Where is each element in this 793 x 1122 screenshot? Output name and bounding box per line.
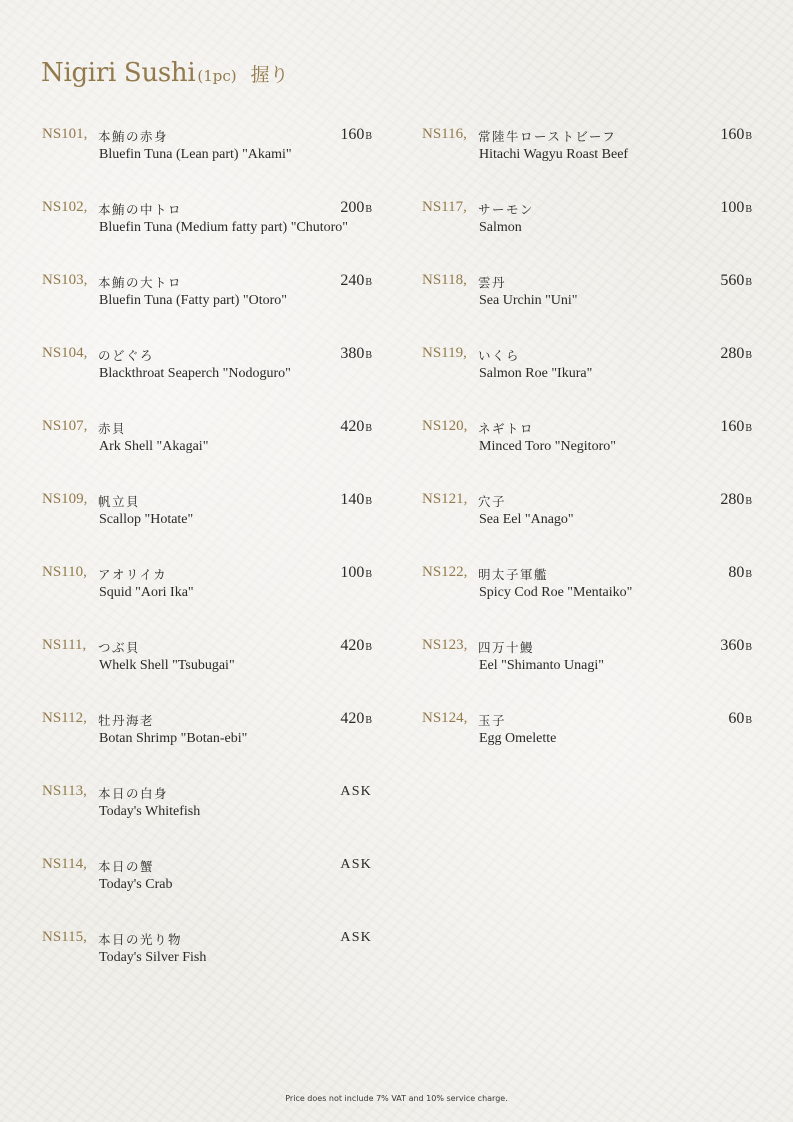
item-code: NS109, xyxy=(42,491,88,507)
item-name-english: Bluefin Tuna (Lean part) "Akami" xyxy=(99,147,292,162)
item-name-japanese: 本日の蟹 xyxy=(98,859,155,874)
menu-item xyxy=(422,564,752,637)
item-name-english: Minced Toro "Negitoro" xyxy=(479,439,616,454)
currency-symbol: B xyxy=(365,423,372,434)
menu-item xyxy=(422,272,752,345)
currency-symbol: B xyxy=(745,496,752,507)
title-japanese: 握り xyxy=(250,64,289,86)
item-code: NS110, xyxy=(42,564,87,580)
item-name-japanese: アオリイカ xyxy=(98,567,168,582)
menu-item xyxy=(422,710,752,783)
item-code: NS114, xyxy=(42,856,87,872)
menu-item xyxy=(422,491,752,564)
menu-column-right xyxy=(422,126,752,783)
menu-item xyxy=(422,637,752,710)
item-price xyxy=(728,564,752,582)
item-code: NS116, xyxy=(422,126,467,142)
currency-symbol: B xyxy=(745,204,752,215)
item-price xyxy=(720,272,752,290)
item-name-english: Bluefin Tuna (Fatty part) "Otoro" xyxy=(99,293,287,308)
currency-symbol: B xyxy=(745,423,752,434)
item-code: NS115, xyxy=(42,929,87,945)
menu-item xyxy=(42,929,372,1002)
currency-symbol: B xyxy=(365,204,372,215)
item-code: NS113, xyxy=(42,783,87,799)
item-price-value: 280 xyxy=(720,345,745,362)
item-name-english: Salmon xyxy=(479,220,522,235)
item-name-japanese: ネギトロ xyxy=(478,421,535,436)
item-name-japanese: 本鮪の中トロ xyxy=(98,202,183,217)
item-price xyxy=(340,272,372,290)
item-name-english: Sea Eel "Anago" xyxy=(479,512,574,527)
item-price xyxy=(720,345,752,363)
menu-column-left xyxy=(42,126,372,1002)
item-name-japanese: 本日の白身 xyxy=(98,786,169,801)
item-name-japanese: 明太子軍艦 xyxy=(478,567,549,582)
currency-symbol: B xyxy=(365,496,372,507)
item-price-value: 140 xyxy=(340,491,365,508)
item-price-value: 100 xyxy=(720,199,745,216)
menu-item xyxy=(42,856,372,929)
item-name-english: Salmon Roe "Ikura" xyxy=(479,366,593,381)
item-price xyxy=(340,491,372,509)
menu-item xyxy=(422,418,752,491)
page-title xyxy=(41,51,289,89)
item-name-japanese: 常陸牛ローストビーフ xyxy=(478,129,617,144)
item-price-value: ASK xyxy=(340,930,372,945)
menu-item xyxy=(42,272,372,345)
price-footnote: Price does not include 7% VAT and 10% service charge. xyxy=(285,1094,508,1103)
currency-symbol: B xyxy=(365,569,372,580)
item-name-japanese: サーモン xyxy=(478,202,535,217)
currency-symbol: B xyxy=(365,715,372,726)
item-name-japanese: 穴子 xyxy=(478,494,507,509)
item-name-english: Egg Omelette xyxy=(479,731,557,746)
item-name-japanese: 雲丹 xyxy=(478,275,507,290)
item-name-japanese: 赤貝 xyxy=(98,421,127,436)
item-code: NS120, xyxy=(422,418,468,434)
item-price xyxy=(340,784,372,800)
item-price xyxy=(340,564,372,582)
item-price-value: 200 xyxy=(340,199,365,216)
item-code: NS104, xyxy=(42,345,88,361)
currency-symbol: B xyxy=(745,642,752,653)
item-price xyxy=(340,930,372,946)
title-main: Nigiri Sushi xyxy=(41,58,196,88)
item-name-english: Today's Whitefish xyxy=(99,804,201,819)
item-price xyxy=(720,418,752,436)
item-price xyxy=(720,491,752,509)
item-name-english: Botan Shrimp "Botan-ebi" xyxy=(99,731,248,746)
item-price xyxy=(720,199,752,217)
item-price-value: 160 xyxy=(340,126,365,143)
item-price-value: ASK xyxy=(340,784,372,799)
item-price-value: 380 xyxy=(340,345,365,362)
currency-symbol: B xyxy=(745,350,752,361)
item-price xyxy=(340,857,372,873)
item-code: NS111, xyxy=(42,637,87,653)
item-price xyxy=(720,126,752,144)
item-code: NS121, xyxy=(422,491,468,507)
item-name-english: Whelk Shell "Tsubugai" xyxy=(99,658,235,673)
menu-item xyxy=(42,345,372,418)
currency-symbol: B xyxy=(365,277,372,288)
item-price-value: 560 xyxy=(720,272,745,289)
item-code: NS107, xyxy=(42,418,88,434)
item-price-value: 420 xyxy=(340,637,365,654)
item-name-japanese: 牡丹海老 xyxy=(98,713,155,728)
menu-item xyxy=(42,783,372,856)
item-code: NS119, xyxy=(422,345,467,361)
item-price xyxy=(728,710,752,728)
item-price xyxy=(340,637,372,655)
item-name-english: Sea Urchin "Uni" xyxy=(479,293,578,308)
item-price-value: 60 xyxy=(728,710,745,727)
item-price-value: 280 xyxy=(720,491,745,508)
item-price xyxy=(340,126,372,144)
currency-symbol: B xyxy=(365,131,372,142)
item-code: NS118, xyxy=(422,272,467,288)
menu-item xyxy=(42,637,372,710)
item-name-english: Hitachi Wagyu Roast Beef xyxy=(479,147,629,162)
item-name-japanese: つぶ貝 xyxy=(98,640,141,655)
item-name-english: Ark Shell "Akagai" xyxy=(99,439,209,454)
item-name-english: Blackthroat Seaperch "Nodoguro" xyxy=(99,366,291,381)
item-price-value: 420 xyxy=(340,710,365,727)
currency-symbol: B xyxy=(365,642,372,653)
item-name-english: Today's Silver Fish xyxy=(99,950,207,965)
item-name-english: Bluefin Tuna (Medium fatty part) "Chutoro" xyxy=(99,220,349,235)
item-name-japanese: のどぐろ xyxy=(98,348,155,363)
currency-symbol: B xyxy=(745,277,752,288)
item-name-english: Spicy Cod Roe "Mentaiko" xyxy=(479,585,633,600)
item-name-japanese: 四万十鰻 xyxy=(478,640,535,655)
menu-item xyxy=(422,345,752,418)
item-name-english: Eel "Shimanto Unagi" xyxy=(479,658,604,673)
item-code: NS103, xyxy=(42,272,88,288)
currency-symbol: B xyxy=(365,350,372,361)
currency-symbol: B xyxy=(745,715,752,726)
menu-item xyxy=(42,418,372,491)
item-price xyxy=(340,345,372,363)
currency-symbol: B xyxy=(745,569,752,580)
menu-item xyxy=(42,199,372,272)
item-name-japanese: 帆立貝 xyxy=(98,494,141,509)
menu-item xyxy=(42,126,372,199)
item-price-value: 100 xyxy=(340,564,365,581)
item-price-value: ASK xyxy=(340,857,372,872)
item-name-japanese: 本鮪の赤身 xyxy=(98,129,169,144)
item-name-english: Scallop "Hotate" xyxy=(99,512,194,527)
item-code: NS102, xyxy=(42,199,88,215)
item-name-japanese: 玉子 xyxy=(478,713,507,728)
item-name-english: Today's Crab xyxy=(99,877,173,892)
item-name-english: Squid "Aori Ika" xyxy=(99,585,194,600)
menu-item xyxy=(422,199,752,272)
item-price xyxy=(340,710,372,728)
menu-item xyxy=(42,491,372,564)
item-code: NS101, xyxy=(42,126,88,142)
item-price-value: 80 xyxy=(728,564,745,581)
item-price xyxy=(340,418,372,436)
item-price-value: 240 xyxy=(340,272,365,289)
item-price-value: 160 xyxy=(720,418,745,435)
item-price xyxy=(720,637,752,655)
item-code: NS112, xyxy=(42,710,87,726)
item-name-japanese: 本鮪の大トロ xyxy=(98,275,183,290)
title-subtitle: (1pc) xyxy=(197,67,237,85)
item-price xyxy=(340,199,372,217)
menu-item xyxy=(42,710,372,783)
item-price-value: 160 xyxy=(720,126,745,143)
menu-item xyxy=(422,126,752,199)
item-code: NS124, xyxy=(422,710,468,726)
currency-symbol: B xyxy=(745,131,752,142)
item-name-japanese: 本日の光り物 xyxy=(98,932,183,947)
item-code: NS122, xyxy=(422,564,468,580)
item-price-value: 360 xyxy=(720,637,745,654)
item-price-value: 420 xyxy=(340,418,365,435)
item-code: NS117, xyxy=(422,199,467,215)
item-code: NS123, xyxy=(422,637,468,653)
menu-item xyxy=(42,564,372,637)
item-name-japanese: いくら xyxy=(478,348,521,363)
